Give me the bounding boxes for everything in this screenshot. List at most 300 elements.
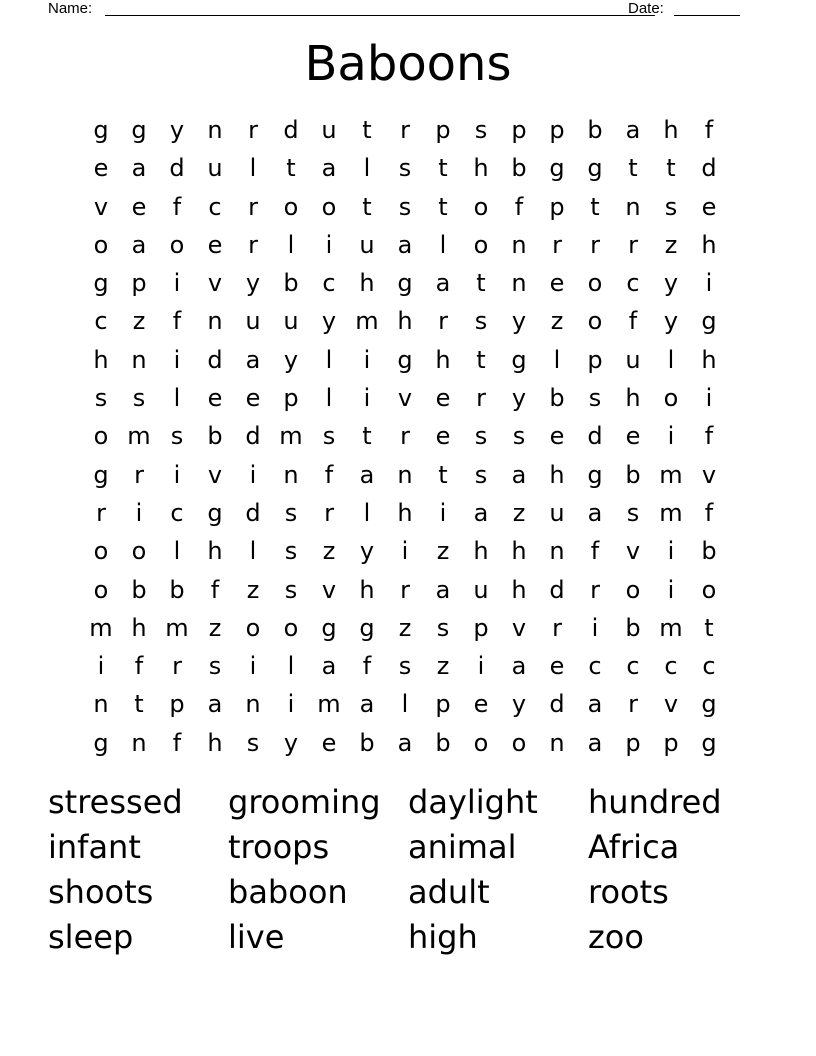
page-title: Baboons [304, 36, 512, 92]
grid-letter[interactable]: o [473, 728, 489, 757]
grid-letter[interactable]: s [398, 192, 412, 221]
grid-letter[interactable]: y [511, 690, 527, 719]
grid-letter[interactable]: o [93, 537, 109, 566]
grid-letter[interactable]: n [93, 690, 109, 719]
grid-letter[interactable]: e [131, 192, 147, 221]
grid-letter[interactable]: o [587, 307, 603, 336]
grid-letter[interactable]: s [398, 652, 412, 681]
grid-letter[interactable]: a [397, 728, 413, 757]
grid-letter[interactable]: h [131, 613, 147, 642]
grid-letter[interactable]: l [287, 230, 295, 259]
grid-letter[interactable]: y [511, 384, 527, 413]
grid-letter[interactable]: p [283, 384, 299, 413]
grid-letter[interactable]: r [590, 230, 600, 259]
grid-letter[interactable]: s [664, 192, 678, 221]
grid-letter[interactable]: i [667, 575, 675, 604]
grid-letter[interactable]: h [549, 460, 565, 489]
grid-letter[interactable]: r [438, 307, 448, 336]
grid-letter[interactable]: n [245, 690, 261, 719]
grid-letter[interactable]: o [511, 728, 527, 757]
grid-letter[interactable]: l [173, 384, 181, 413]
grid-letter[interactable]: p [511, 116, 527, 144]
grid-letter[interactable]: b [511, 154, 527, 183]
grid-letter[interactable]: v [663, 690, 679, 719]
grid-letter[interactable]: o [473, 192, 489, 221]
grid-letter[interactable]: i [705, 384, 713, 413]
grid-letter[interactable]: u [321, 116, 337, 144]
grid-letter[interactable]: r [628, 230, 638, 259]
grid-letter[interactable]: o [93, 575, 109, 604]
grid-letter[interactable]: l [249, 154, 257, 183]
grid-letter[interactable]: e [625, 422, 641, 451]
grid-letter[interactable]: s [436, 613, 450, 642]
grid-letter[interactable]: g [93, 460, 109, 489]
grid-letter[interactable]: n [397, 460, 413, 489]
grid-letter[interactable]: a [359, 690, 375, 719]
grid-letter[interactable]: d [245, 422, 261, 451]
grid-letter[interactable]: i [249, 652, 257, 681]
grid-letter[interactable]: t [286, 154, 296, 183]
grid-letter[interactable]: a [245, 345, 261, 374]
grid-letter[interactable]: s [626, 498, 640, 527]
grid-letter[interactable]: g [93, 269, 109, 298]
grid-letter[interactable]: m [89, 613, 113, 642]
grid-letter[interactable]: h [511, 537, 527, 566]
grid-letter[interactable]: h [397, 307, 413, 336]
grid-letter[interactable]: z [132, 307, 146, 336]
grid-letter[interactable]: o [473, 230, 489, 259]
grid-letter[interactable]: f [704, 116, 714, 144]
grid-letter[interactable]: h [663, 116, 679, 144]
grid-letter[interactable]: b [549, 384, 565, 413]
grid-letter[interactable]: r [400, 422, 410, 451]
grid-letter[interactable]: g [701, 728, 717, 757]
grid-letter[interactable]: g [207, 498, 223, 527]
grid-letter[interactable]: i [173, 345, 181, 374]
grid-letter[interactable]: y [283, 728, 299, 757]
grid-letter[interactable]: a [587, 728, 603, 757]
grid-letter[interactable]: a [131, 230, 147, 259]
grid-letter[interactable]: o [625, 575, 641, 604]
grid-letter[interactable]: n [131, 728, 147, 757]
grid-row [82, 111, 728, 149]
grid-letter[interactable]: m [659, 613, 683, 642]
grid-letter[interactable]: m [659, 460, 683, 489]
grid-letter[interactable]: z [550, 307, 564, 336]
grid-letter[interactable]: v [397, 384, 413, 413]
grid-letter[interactable]: c [170, 498, 184, 527]
grid-letter[interactable]: h [207, 728, 223, 757]
grid-letter[interactable]: u [207, 154, 223, 183]
grid-letter[interactable]: r [172, 652, 182, 681]
grid-letter[interactable]: e [207, 230, 223, 259]
grid-letter[interactable]: g [93, 728, 109, 757]
grid-letter[interactable]: g [131, 116, 147, 144]
grid-letter[interactable]: e [701, 192, 717, 221]
worksheet-header [48, 0, 748, 20]
grid-letter[interactable]: t [476, 345, 486, 374]
grid-letter[interactable]: f [514, 192, 524, 221]
grid-letter[interactable]: s [284, 575, 298, 604]
grid-letter[interactable]: g [397, 345, 413, 374]
grid-letter[interactable]: g [549, 154, 565, 183]
grid-letter[interactable]: i [287, 690, 295, 719]
grid-letter[interactable]: g [587, 460, 603, 489]
grid-letter[interactable]: t [704, 613, 714, 642]
grid-letter[interactable]: l [325, 384, 333, 413]
grid-letter[interactable]: h [625, 384, 641, 413]
grid-letter[interactable]: s [208, 652, 222, 681]
grid-letter[interactable]: u [625, 345, 641, 374]
grid-letter[interactable]: t [628, 154, 638, 183]
grid-letter[interactable]: i [325, 230, 333, 259]
grid-letter[interactable]: a [397, 230, 413, 259]
grid-letter[interactable]: s [94, 384, 108, 413]
grid-letter[interactable]: a [511, 460, 527, 489]
grid-letter[interactable]: g [359, 613, 375, 642]
grid-letter[interactable]: b [625, 613, 641, 642]
grid-letter[interactable]: z [436, 652, 450, 681]
grid-letter[interactable]: o [93, 230, 109, 259]
grid-letter[interactable]: e [245, 384, 261, 413]
grid-letter[interactable]: b [207, 422, 223, 451]
grid-letter[interactable]: c [588, 652, 602, 681]
grid-letter[interactable]: c [94, 307, 108, 336]
grid-letter[interactable]: g [701, 307, 717, 336]
grid-letter[interactable]: z [246, 575, 260, 604]
grid-letter[interactable]: i [667, 537, 675, 566]
grid-letter[interactable]: o [169, 230, 185, 259]
grid-letter[interactable]: y [245, 269, 261, 298]
grid-letter[interactable]: l [249, 537, 257, 566]
grid-letter[interactable]: c [702, 652, 716, 681]
grid-letter[interactable]: r [134, 460, 144, 489]
grid-letter[interactable]: t [438, 154, 448, 183]
grid-letter[interactable]: a [511, 652, 527, 681]
grid-letter[interactable]: y [511, 307, 527, 336]
grid-letter[interactable]: n [625, 192, 641, 221]
grid-letter[interactable]: d [549, 575, 565, 604]
grid-letter[interactable]: h [359, 269, 375, 298]
grid-letter[interactable]: p [587, 345, 603, 374]
grid-letter[interactable]: r [96, 498, 106, 527]
grid-letter[interactable]: a [321, 652, 337, 681]
grid-letter[interactable]: l [439, 230, 447, 259]
grid-letter[interactable]: h [435, 345, 451, 374]
grid-letter[interactable]: v [701, 460, 717, 489]
grid-letter[interactable]: g [397, 269, 413, 298]
grid-letter[interactable]: p [435, 116, 451, 144]
grid-letter[interactable]: s [322, 422, 336, 451]
grid-letter[interactable]: y [169, 116, 185, 144]
grid-letter[interactable]: n [549, 537, 565, 566]
grid-letter[interactable]: p [625, 728, 641, 757]
grid-letter[interactable]: o [283, 192, 299, 221]
grid-letter[interactable]: o [663, 384, 679, 413]
grid-letter[interactable]: r [400, 575, 410, 604]
grid-letter[interactable]: g [321, 613, 337, 642]
grid-letter[interactable]: g [701, 690, 717, 719]
grid-letter[interactable]: i [97, 652, 105, 681]
grid-letter[interactable]: f [324, 460, 334, 489]
grid-letter[interactable]: m [317, 690, 341, 719]
grid-letter[interactable]: b [701, 537, 717, 566]
grid-letter[interactable]: d [549, 690, 565, 719]
grid-letter[interactable]: e [549, 269, 565, 298]
grid-letter[interactable]: v [207, 460, 223, 489]
grid-letter[interactable]: s [474, 116, 488, 144]
grid-letter[interactable]: s [398, 154, 412, 183]
grid-letter[interactable]: l [401, 690, 409, 719]
grid-letter[interactable]: b [283, 269, 299, 298]
grid-letter[interactable]: i [249, 460, 257, 489]
grid-letter[interactable]: o [93, 422, 109, 451]
grid-letter[interactable]: h [701, 230, 717, 259]
grid-letter[interactable]: i [173, 269, 181, 298]
grid-letter[interactable]: i [667, 422, 675, 451]
grid-letter[interactable]: h [93, 345, 109, 374]
grid-letter[interactable]: p [131, 269, 147, 298]
grid-letter[interactable]: t [438, 192, 448, 221]
grid-letter[interactable]: g [93, 116, 109, 144]
grid-letter[interactable]: l [553, 345, 561, 374]
grid-letter[interactable]: l [363, 498, 371, 527]
grid-letter[interactable]: p [663, 728, 679, 757]
grid-letter[interactable]: a [207, 690, 223, 719]
grid-letter[interactable]: s [284, 537, 298, 566]
grid-letter[interactable]: a [625, 116, 641, 144]
grid-letter[interactable]: e [93, 154, 109, 183]
grid-letter[interactable]: r [400, 116, 410, 144]
grid-letter[interactable]: i [363, 384, 371, 413]
grid-letter[interactable]: t [476, 269, 486, 298]
grid-letter[interactable]: n [549, 728, 565, 757]
grid-letter[interactable]: p [473, 613, 489, 642]
grid-letter[interactable]: r [552, 230, 562, 259]
grid-letter[interactable]: o [321, 192, 337, 221]
grid-letter[interactable]: h [511, 575, 527, 604]
grid-letter[interactable]: f [172, 192, 182, 221]
grid-letter[interactable]: r [628, 690, 638, 719]
grid-letter[interactable]: g [511, 345, 527, 374]
grid-letter[interactable]: l [363, 154, 371, 183]
grid-letter[interactable]: n [283, 460, 299, 489]
grid-letter[interactable]: m [279, 422, 303, 451]
grid-letter[interactable]: v [321, 575, 337, 604]
grid-letter[interactable]: n [511, 269, 527, 298]
grid-letter[interactable]: f [704, 498, 714, 527]
grid-letter[interactable]: m [127, 422, 151, 451]
grid-letter[interactable]: u [245, 307, 261, 336]
grid-letter[interactable]: b [587, 116, 603, 144]
grid-letter[interactable]: h [473, 154, 489, 183]
grid-letter[interactable]: v [93, 192, 109, 221]
grid-letter[interactable]: b [625, 460, 641, 489]
grid-letter[interactable]: b [435, 728, 451, 757]
grid-letter[interactable]: l [173, 537, 181, 566]
grid-letter[interactable]: d [245, 498, 261, 527]
word-bank [48, 780, 768, 960]
grid-letter[interactable]: z [664, 230, 678, 259]
grid-letter[interactable]: m [165, 613, 189, 642]
grid-letter[interactable]: d [283, 116, 299, 144]
grid-letter[interactable]: m [355, 307, 379, 336]
grid-letter[interactable]: u [283, 307, 299, 336]
grid-letter[interactable]: a [435, 269, 451, 298]
grid-letter[interactable]: a [435, 575, 451, 604]
grid-letter[interactable]: e [549, 422, 565, 451]
grid-letter[interactable]: d [207, 345, 223, 374]
grid-letter[interactable]: a [131, 154, 147, 183]
grid-letter[interactable]: t [438, 460, 448, 489]
grid-letter[interactable]: s [512, 422, 526, 451]
grid-letter[interactable]: b [169, 575, 185, 604]
grid-letter[interactable]: o [245, 613, 261, 642]
grid-letter[interactable]: t [362, 422, 372, 451]
grid-letter[interactable]: e [473, 690, 489, 719]
grid-letter[interactable]: y [663, 307, 679, 336]
grid-letter[interactable]: a [321, 154, 337, 183]
grid-letter[interactable]: e [435, 422, 451, 451]
grid-letter[interactable]: f [362, 652, 372, 681]
grid-letter[interactable]: a [587, 690, 603, 719]
grid-letter[interactable]: s [474, 422, 488, 451]
grid-letter[interactable]: f [628, 307, 638, 336]
grid-letter[interactable]: h [207, 537, 223, 566]
grid-letter[interactable]: a [473, 498, 489, 527]
grid-letter[interactable]: n [207, 116, 223, 144]
name-label: Name: [48, 0, 93, 17]
grid-letter[interactable]: f [590, 537, 600, 566]
grid-letter[interactable]: a [587, 498, 603, 527]
grid-letter[interactable]: v [625, 537, 641, 566]
grid-letter[interactable]: t [590, 192, 600, 221]
grid-letter[interactable]: u [549, 498, 565, 527]
grid-row [82, 302, 728, 340]
grid-letter[interactable]: f [172, 728, 182, 757]
grid-letter[interactable]: m [659, 498, 683, 527]
grid-letter[interactable]: f [210, 575, 220, 604]
grid-letter[interactable]: i [439, 498, 447, 527]
grid-letter[interactable]: d [587, 422, 603, 451]
grid-letter[interactable]: f [134, 652, 144, 681]
grid-letter[interactable]: d [169, 154, 185, 183]
grid-row [82, 341, 728, 379]
grid-letter[interactable]: v [207, 269, 223, 298]
grid-row [82, 379, 728, 417]
grid-letter[interactable]: c [208, 192, 222, 221]
grid-letter[interactable]: u [359, 230, 375, 259]
grid-letter[interactable]: t [362, 116, 372, 144]
grid-letter[interactable]: a [359, 460, 375, 489]
grid-letter[interactable]: c [626, 652, 640, 681]
grid-letter[interactable]: b [359, 728, 375, 757]
grid-letter[interactable]: i [705, 269, 713, 298]
grid-letter[interactable]: r [476, 384, 486, 413]
grid-letter[interactable]: s [246, 728, 260, 757]
grid-letter[interactable]: p [435, 690, 451, 719]
grid-letter[interactable]: z [398, 613, 412, 642]
grid-letter[interactable]: r [552, 613, 562, 642]
grid-letter[interactable]: l [667, 345, 675, 374]
word-bank-item: infant [48, 828, 141, 866]
grid-letter[interactable]: t [666, 154, 676, 183]
grid-letter[interactable]: i [401, 537, 409, 566]
grid-letter[interactable]: n [131, 345, 147, 374]
grid-letter[interactable]: i [591, 613, 599, 642]
grid-letter[interactable]: h [473, 537, 489, 566]
grid-letter[interactable]: y [663, 269, 679, 298]
grid-letter[interactable]: i [477, 652, 485, 681]
grid-letter[interactable]: e [321, 728, 337, 757]
grid-letter[interactable]: s [170, 422, 184, 451]
grid-letter[interactable]: c [626, 269, 640, 298]
grid-letter[interactable]: s [132, 384, 146, 413]
grid-letter[interactable]: o [283, 613, 299, 642]
grid-letter[interactable]: z [436, 537, 450, 566]
grid-letter[interactable]: c [322, 269, 336, 298]
grid-letter[interactable]: h [397, 498, 413, 527]
grid-letter[interactable]: y [283, 345, 299, 374]
grid-letter[interactable]: i [135, 498, 143, 527]
grid-letter[interactable]: t [362, 192, 372, 221]
grid-letter[interactable]: i [363, 345, 371, 374]
grid-row [82, 494, 728, 532]
grid-letter[interactable]: z [512, 498, 526, 527]
grid-letter[interactable]: h [359, 575, 375, 604]
grid-letter[interactable]: t [134, 690, 144, 719]
grid-letter[interactable]: r [248, 192, 258, 221]
grid-letter[interactable]: f [704, 422, 714, 451]
grid-letter[interactable]: s [588, 384, 602, 413]
grid-letter[interactable]: y [359, 537, 375, 566]
grid-letter[interactable]: p [549, 116, 565, 144]
grid-letter[interactable]: p [549, 192, 565, 221]
grid-letter[interactable]: h [701, 345, 717, 374]
grid-letter[interactable]: l [325, 345, 333, 374]
grid-letter[interactable]: e [549, 652, 565, 681]
grid-letter[interactable]: d [701, 154, 717, 183]
grid-letter[interactable]: z [208, 613, 222, 642]
grid-letter[interactable]: i [173, 460, 181, 489]
grid-letter[interactable]: g [587, 154, 603, 183]
grid-letter[interactable]: o [701, 575, 717, 604]
grid-letter[interactable]: e [207, 384, 223, 413]
grid-letter[interactable]: o [587, 269, 603, 298]
grid-letter[interactable]: r [248, 116, 258, 144]
grid-letter[interactable]: r [248, 230, 258, 259]
grid-letter[interactable]: n [207, 307, 223, 336]
grid-letter[interactable]: l [287, 652, 295, 681]
grid-letter[interactable]: e [435, 384, 451, 413]
grid-letter[interactable]: s [284, 498, 298, 527]
grid-letter[interactable]: o [131, 537, 147, 566]
grid-letter[interactable]: r [590, 575, 600, 604]
grid-letter[interactable]: n [511, 230, 527, 259]
grid-letter[interactable]: p [169, 690, 185, 719]
grid-letter[interactable]: r [324, 498, 334, 527]
grid-letter[interactable]: s [474, 307, 488, 336]
grid-letter[interactable]: u [473, 575, 489, 604]
grid-letter[interactable]: s [474, 460, 488, 489]
word-search-grid [82, 111, 728, 762]
grid-letter[interactable]: v [511, 613, 527, 642]
grid-letter[interactable]: b [131, 575, 147, 604]
grid-letter[interactable]: f [172, 307, 182, 336]
grid-letter[interactable]: y [321, 307, 337, 336]
grid-letter[interactable]: c [664, 652, 678, 681]
grid-letter[interactable]: z [322, 537, 336, 566]
